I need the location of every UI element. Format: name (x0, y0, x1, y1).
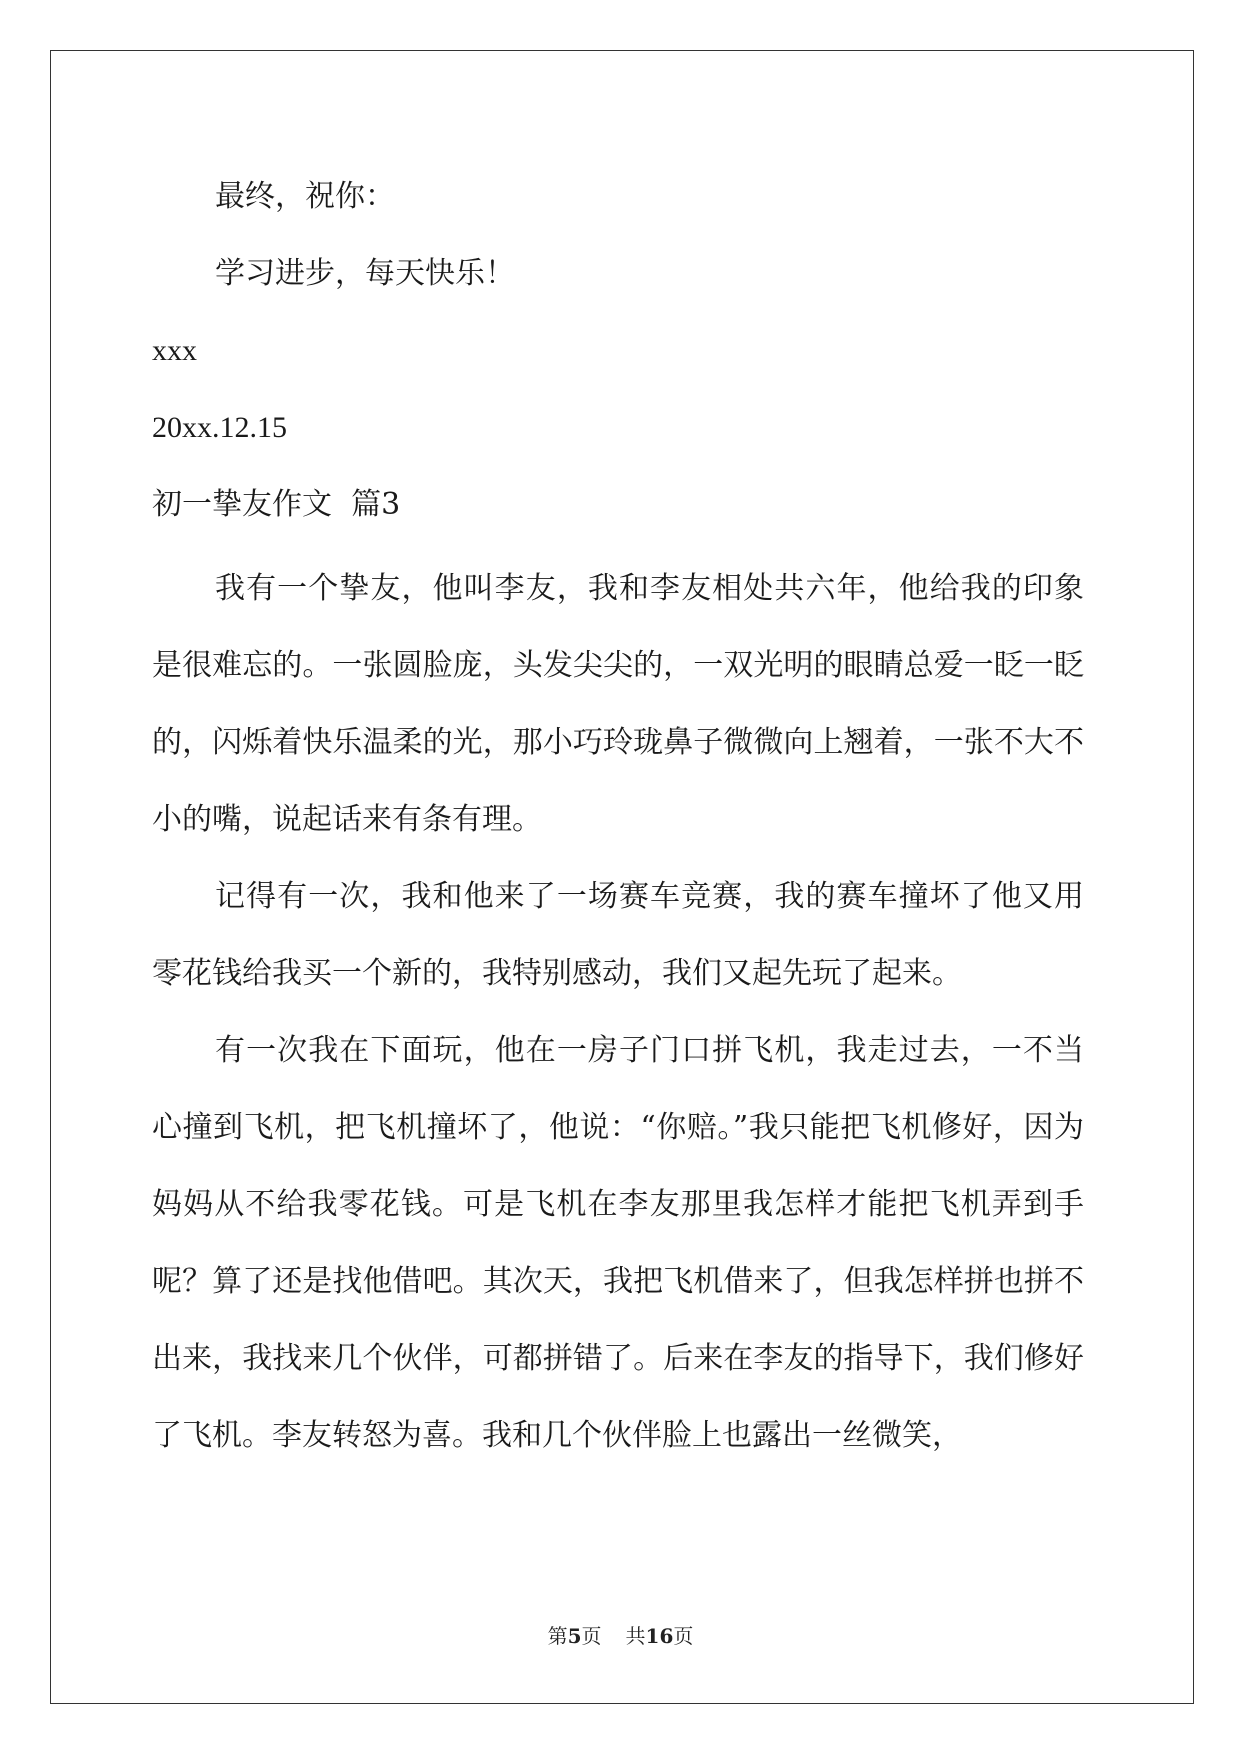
essay-paragraph-1: 我有一个挚友，他叫李友，我和李友相处共六年，他给我的印象是很难忘的。一张圆脸庞，头发尖尖的，一双光明的眼睛总爱一眨一眨的，闪烁着快乐温柔的光，那小巧玲珑鼻子微微向上翘着，一张不大不小的嘴，说起话来有条有理。 (152, 571, 1084, 837)
letter-date: 20xx.12.15 (152, 411, 287, 444)
footer-total-pages: 16 (645, 1624, 674, 1648)
essay-paragraph-2: 记得有一次，我和他来了一场赛车竞赛，我的赛车撞坏了他又用零花钱给我买一个新的，我特别感动，我们又起先玩了起来。 (152, 879, 1084, 991)
footer-page-prefix: 第 (547, 1624, 568, 1648)
letter-wish: 学习进步，每天快乐！ (215, 256, 515, 291)
footer-total-suffix: 页 (673, 1624, 694, 1648)
letter-signature: xxx (152, 334, 197, 367)
footer-page-suffix: 页 (581, 1624, 602, 1648)
essay-title: 初一挚友作文 篇3 (152, 487, 401, 522)
letter-closing: 最终，祝你： (215, 179, 395, 214)
essay-paragraph-3: 有一次我在下面玩，他在一房子门口拼飞机，我走过去，一不当心撞到飞机，把飞机撞坏了，他说：“你赔。”我只能把飞机修好，因为妈妈从不给我零花钱。可是飞机在李友那里我怎样才能把飞机弄到手呢？算了还是找他借吧。其次天，我把飞机借来了，但我怎样拼也拼不出来，我找来几个伙伴，可都拼错了。后来在李友的指导下，我们修好了飞机。李友转怒为喜。我和几个伙伴脸上也露出一丝微笑， (152, 1033, 1084, 1453)
page-footer (0, 1623, 1241, 1649)
footer-page-number: 5 (567, 1624, 582, 1648)
document-body (152, 165, 1084, 1474)
footer-total-prefix: 共 (625, 1624, 646, 1648)
